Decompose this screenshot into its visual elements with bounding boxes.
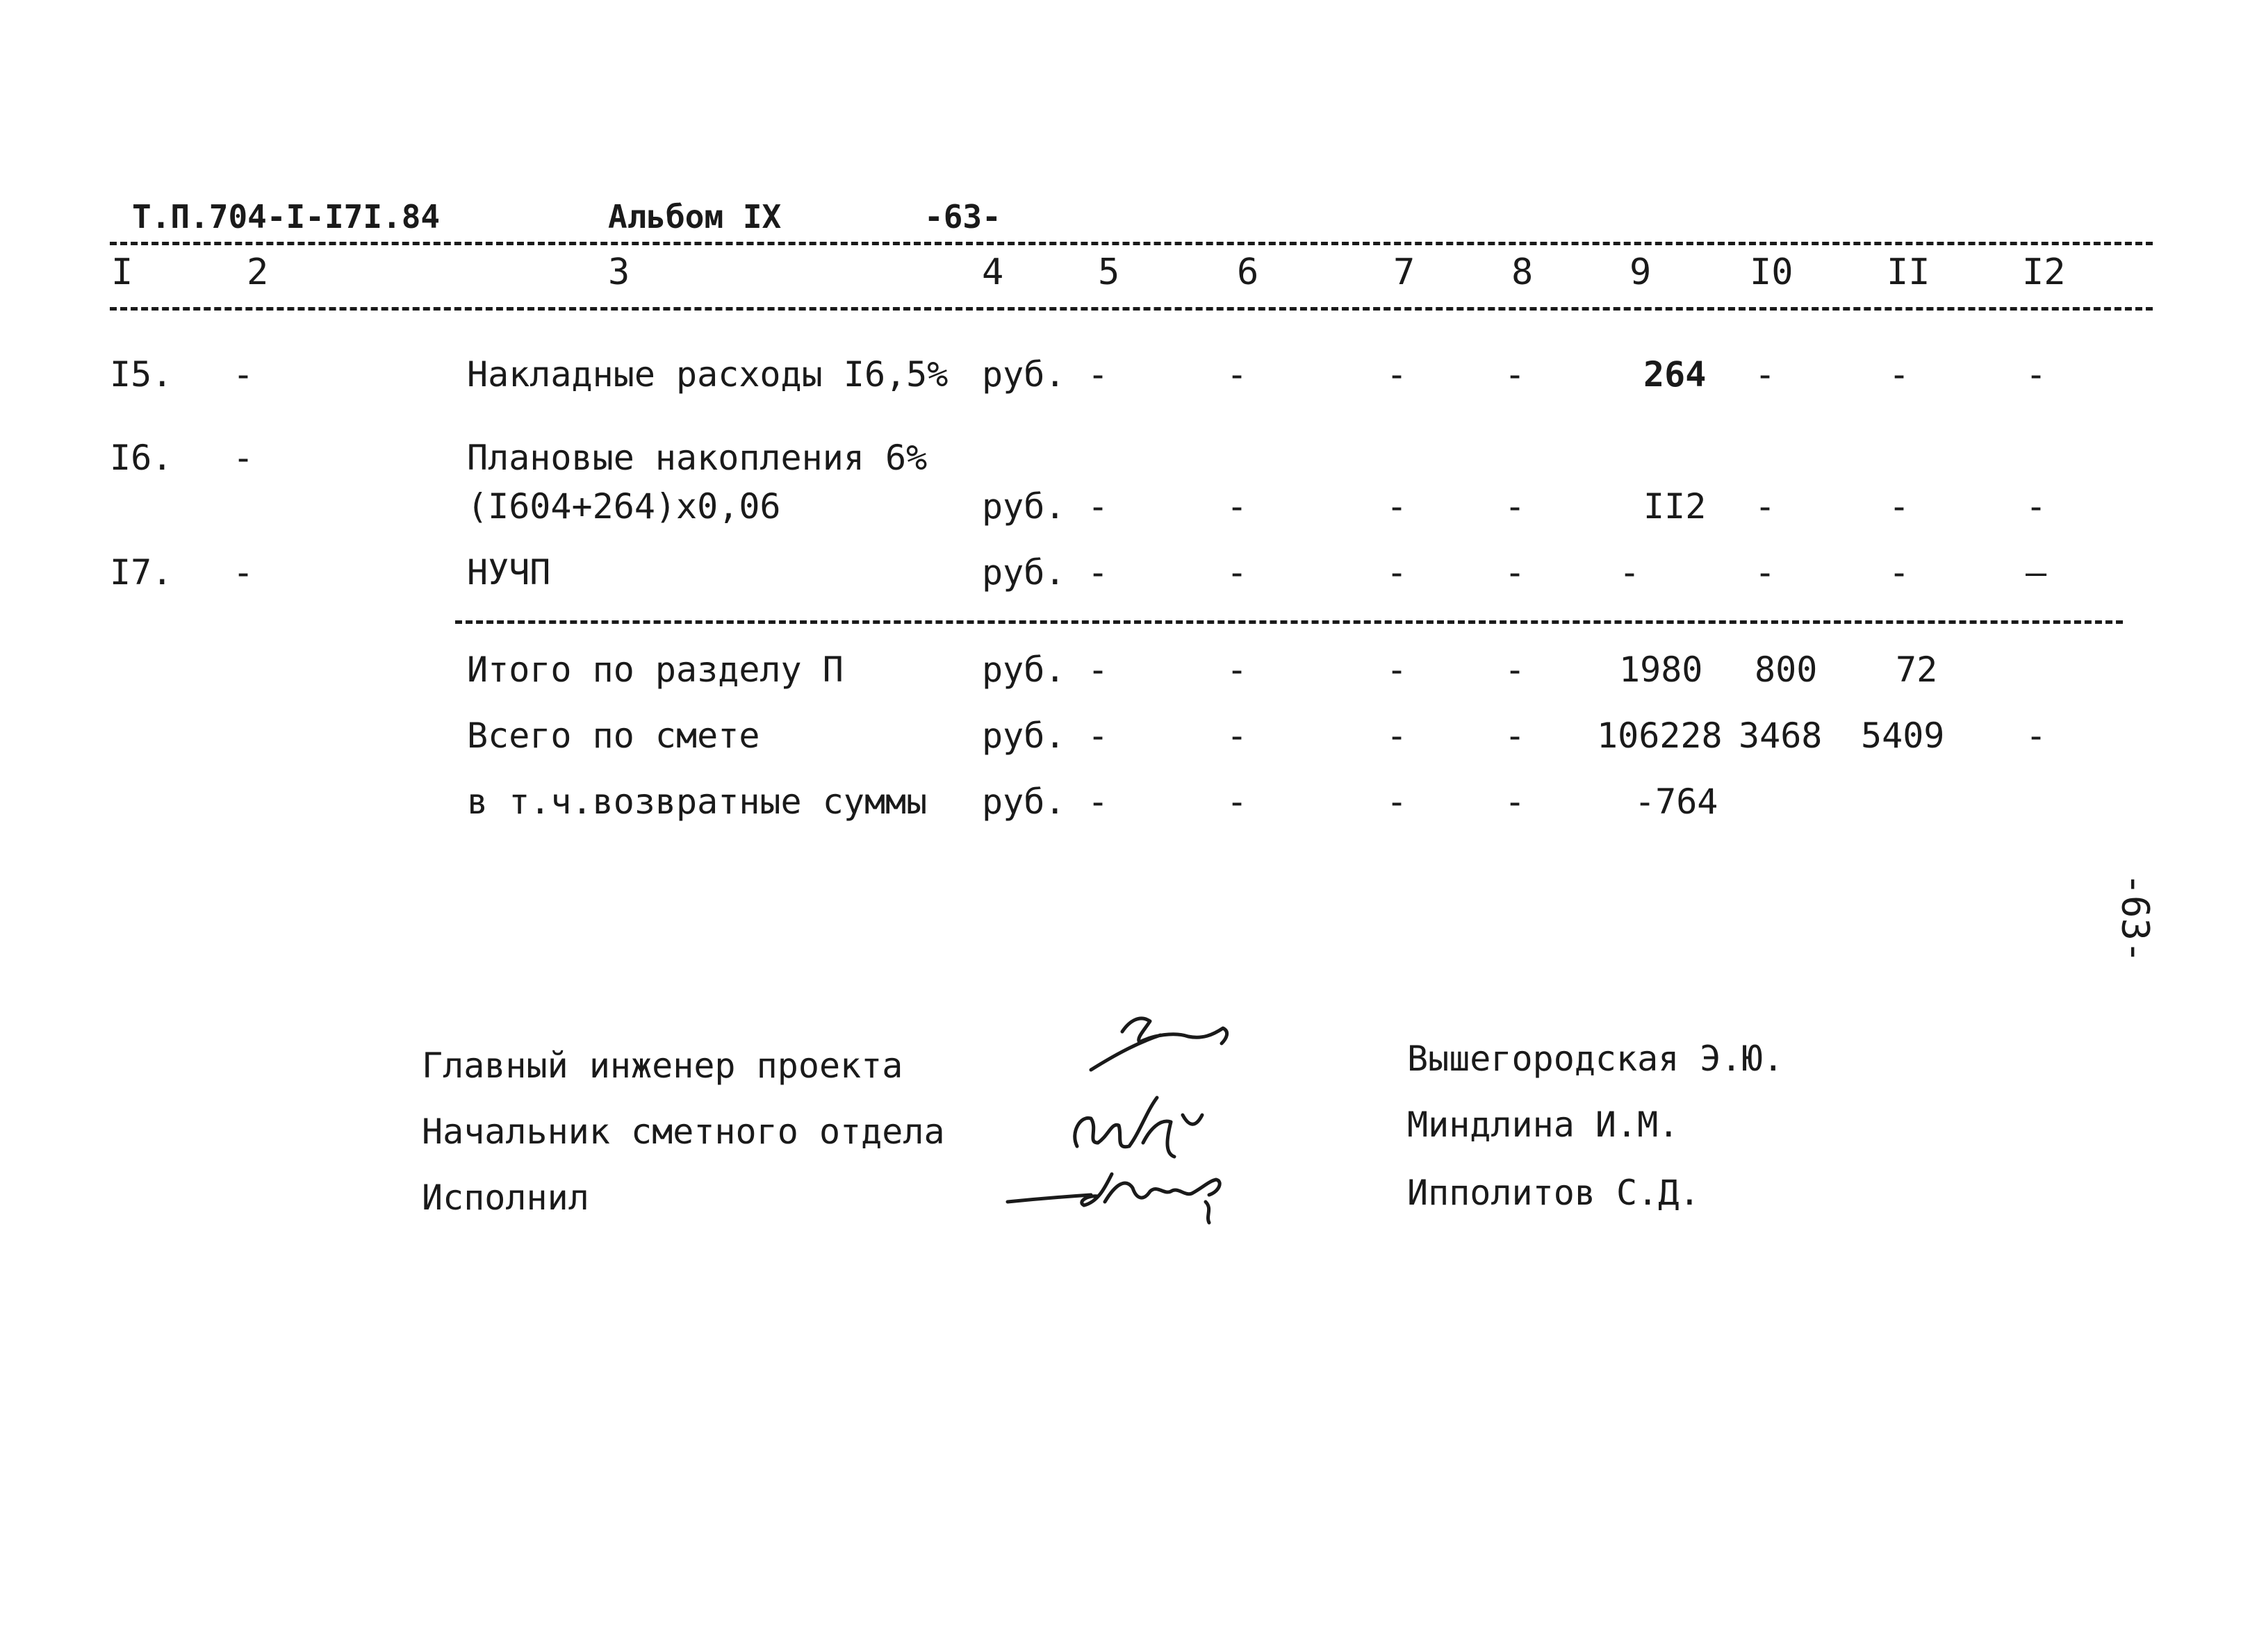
cell-col8: - [1504, 650, 1526, 690]
cell-col6: - [1226, 782, 1248, 822]
album-label: Альбом IX [608, 198, 782, 236]
signature-name: Вышегородская Э.Ю. [1407, 1039, 1784, 1079]
col-header-12: I2 [2022, 251, 2066, 293]
col-header-2: 2 [247, 251, 269, 293]
row-name: Накладные расходы I6,5% [467, 354, 949, 395]
cell-col11: - [1889, 486, 1910, 527]
cell-col10: - [1755, 486, 1776, 527]
cell-col9: - [1619, 552, 1641, 593]
signature-name: Миндлина И.М. [1407, 1105, 1680, 1145]
col-header-7: 7 [1393, 251, 1415, 293]
cell-col5: - [1087, 650, 1109, 690]
side-page-number: -63- [2113, 873, 2158, 964]
cell-col7: - [1386, 716, 1408, 756]
cell-col9: 1980 [1619, 650, 1703, 690]
rule-totals [455, 620, 2123, 624]
cell-col6: - [1226, 354, 1248, 395]
cell-col9: II2 [1643, 486, 1707, 527]
col-header-6: 6 [1237, 251, 1259, 293]
cell-unit: руб. [982, 354, 1066, 395]
cell-col10: 3468 [1739, 716, 1823, 756]
cell-unit: руб. [982, 782, 1066, 822]
cell-col10: - [1755, 354, 1776, 395]
handwritten-signatures-icon [1001, 993, 1292, 1230]
cell-col12: - [2026, 354, 2047, 395]
total-name: в т.ч.возвратные суммы [467, 782, 928, 822]
cell-unit: руб. [982, 486, 1066, 527]
cell-col2: - [233, 354, 254, 395]
page-number: -63- [924, 198, 1001, 236]
signature-name: Ипполитов С.Д. [1407, 1173, 1700, 1213]
col-header-9: 9 [1629, 251, 1652, 293]
signature-role: Главный инженер проекта [422, 1046, 903, 1086]
cell-unit: руб. [982, 650, 1066, 690]
cell-col5: - [1087, 716, 1109, 756]
cell-col11: - [1889, 354, 1910, 395]
rule-top [110, 242, 2153, 245]
total-name: Итого по разделу П [467, 650, 844, 690]
cell-col6: - [1226, 552, 1248, 593]
cell-col8: - [1504, 354, 1526, 395]
cell-unit: руб. [982, 552, 1066, 593]
rule-under-columns [110, 307, 2153, 311]
col-header-11: II [1887, 251, 1930, 293]
cell-col10: - [1755, 552, 1776, 593]
cell-col7: - [1386, 354, 1408, 395]
cell-col7: - [1386, 782, 1408, 822]
cell-col12: - [2026, 486, 2047, 527]
cell-col5: - [1087, 486, 1109, 527]
cell-col6: - [1226, 716, 1248, 756]
cell-col8: - [1504, 716, 1526, 756]
cell-col6: - [1226, 650, 1248, 690]
signature-role: Начальник сметного отдела [422, 1112, 945, 1152]
total-name: Всего по смете [467, 716, 760, 756]
cell-col8: - [1504, 486, 1526, 527]
cell-col11: 72 [1896, 650, 1938, 690]
col-header-5: 5 [1098, 251, 1120, 293]
row-name: НУЧП [467, 552, 551, 593]
cell-unit: руб. [982, 716, 1066, 756]
col-header-8: 8 [1511, 251, 1534, 293]
cell-col2: - [233, 552, 254, 593]
cell-col7: - [1386, 650, 1408, 690]
cell-col7: - [1386, 486, 1408, 527]
cell-col12: — [2026, 552, 2047, 593]
cell-col7: - [1386, 552, 1408, 593]
cell-col8: - [1504, 782, 1526, 822]
cell-col5: - [1087, 552, 1109, 593]
cell-col9: 106228 [1597, 716, 1723, 756]
col-header-1: I [111, 251, 133, 293]
col-header-4: 4 [982, 251, 1004, 293]
cell-col12: - [2026, 716, 2047, 756]
cell-col9: -764 [1634, 782, 1718, 822]
signature-role: Исполнил [422, 1178, 589, 1218]
row-number: I6. [110, 438, 173, 478]
row-number: I5. [110, 354, 173, 395]
col-header-10: I0 [1750, 251, 1793, 293]
cell-col5: - [1087, 354, 1109, 395]
row-name-formula: (I604+264)x0,06 [467, 486, 781, 527]
col-header-3: 3 [608, 251, 630, 293]
doc-code: Т.П.704-I-I7I.84 [132, 198, 441, 236]
row-name: Плановые накопления 6% [467, 438, 928, 478]
cell-col11: 5409 [1861, 716, 1945, 756]
cell-col5: - [1087, 782, 1109, 822]
cell-col10: 800 [1755, 650, 1818, 690]
cell-col8: - [1504, 552, 1526, 593]
cell-col9: 264 [1643, 354, 1707, 395]
cell-col2: - [233, 438, 254, 478]
cell-col6: - [1226, 486, 1248, 527]
row-number: I7. [110, 552, 173, 593]
cell-col11: - [1889, 552, 1910, 593]
